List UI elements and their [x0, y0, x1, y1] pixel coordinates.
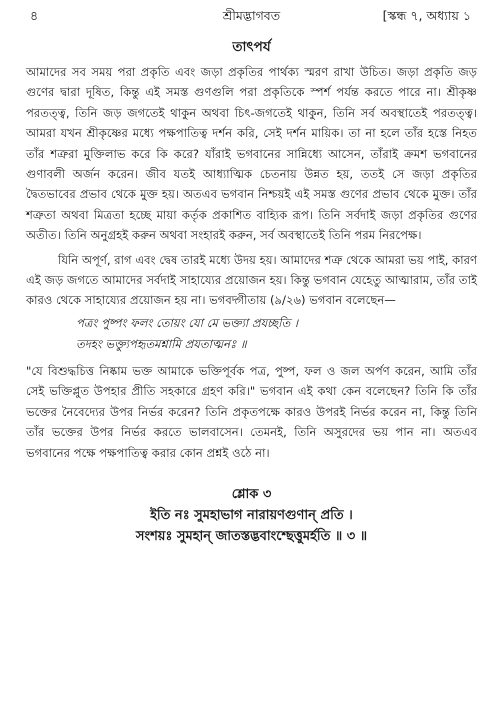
purport-paragraph-2: যিনি অপূর্ণ, রাগ এবং দ্বেষ তারই মধ্যে উদয় হয়। আমাদের শত্রু থেকে আমরা ভয় পাই, কারণ এই জড় জগতে আমাদের সর্বদাই সাহায্যের প্রয়োজন হয়। কিন্তু ভগবান যেহেতু আত্মারাম, তাঁর তাই কারও থেকে সাহায্যের প্রয়োজন হয় না। ভগবদ্গীতায় (৯/২৬) ভগবান বলেছেন—	[26, 252, 477, 308]
verse-line-1: পত্রং পুষ্পং ফলং তোয়ং যো মে ভক্ত্যা প্রযচ্ছতি ।	[76, 315, 299, 330]
gita-verse-quote	[26, 313, 477, 355]
page-header	[26, 6, 477, 28]
sloka-line-2: সংশয়ঃ সুমহান্ জাতস্তদ্ভবাংশ্ছেত্তুমর্হতি ॥ ৩ ॥	[135, 528, 368, 544]
sloka-line-1: ইতি নঃ সুমহাভাগ নারায়ণগুণান্ প্রতি ।	[150, 507, 353, 523]
purport-paragraph-3: "যে বিশুদ্ধচিত্ত নিষ্কাম ভক্ত আমাকে ভক্তিপূর্বক পত্র, পুষ্প, ফল ও জল অর্পণ করেন, আমি তাঁর সেই ভক্তিপ্লুত উপহার প্রীতি সহকারে গ্রহণ করি।" ভগবান এই কথা কেন বলেছেন? তিনি কি তাঁর ভক্তের নৈবেদ্যের উপর নির্ভর করেন? তিনি প্রকৃতপক্ষে কারও উপরই নির্ভর করেন না, কিন্তু তিনি তাঁর ভক্তের উপর নির্ভর করতে ভালবাসেন। তেমনই, তিনি অসুরদের ভয় পান না। অতএব ভগবানের পক্ষে পক্ষপাতিত্ব করার কোন প্রশ্নই ওঠে না।	[26, 363, 477, 460]
purport-heading: তাৎপর্য	[232, 39, 271, 55]
canto-chapter-label: [স্কন্ধ ৭, অধ্যায় ১	[382, 8, 471, 23]
purport-paragraph-1: আমাদের সব সময় পরা প্রকৃতি এবং জড়া প্রকৃতির পার্থক্য স্মরণ রাখা উচিত। জড়া প্রকৃতি জড় গুণের দ্বারা দূষিত, কিন্তু এই সমস্ত গুণগুলি পরা প্রকৃতিকে স্পর্শ পর্যন্ত করতে পারে না। শ্রীকৃষ্ণ পরতত্ত্ব, তিনি জড় জগতেই থাকুন অথবা চিৎ-জগতেই থাকুন, তিনি সর্ব অবস্থাতেই পরতত্ত্ব। আমরা যখন শ্রীকৃষ্ণের মধ্যে পক্ষপাতিত্ব দর্শন করি, সেই দর্শন মায়িক। তা না হলে তাঁর হস্তে নিহত তাঁর শত্রুরা মুক্তিলাভ করে কি করে? যাঁরাই ভগবানের সান্নিধ্যে আসেন, তাঁরাই ক্রমশ ভগবানের গুণাবলী অর্জন করেন। জীব যতই আধ্যাত্মিক চেতনায় উন্নত হয়, ততই সে জড়া প্রকৃতির দ্বৈতভাবের প্রভাব থেকে মুক্ত হয়। অতএব ভগবান নিশ্চয়ই এই সমস্ত গুণের প্রভাব থেকে মুক্ত। তাঁর শত্রুতা অথবা মিত্রতা হচ্ছে মায়া কর্তৃক প্রকাশিত বাহ্যিক রূপ। তিনি সর্বদাই জড়া প্রকৃতির গুণের অতীত। তিনি অনুগ্রহই করুন অথবা সংহারই করুন, সর্ব অবস্থাতেই তিনি পরম নিরপেক্ষ।	[26, 65, 478, 243]
book-title: শ্রীমদ্ভাগবত	[222, 8, 281, 23]
verse-line-2: তদহং ভক্ত্যুপহৃতমশ্নামি প্রযতাত্মনঃ ॥	[76, 336, 247, 351]
page-number: ৪	[30, 8, 39, 23]
sloka-heading: শ্লোক ৩	[231, 486, 272, 502]
